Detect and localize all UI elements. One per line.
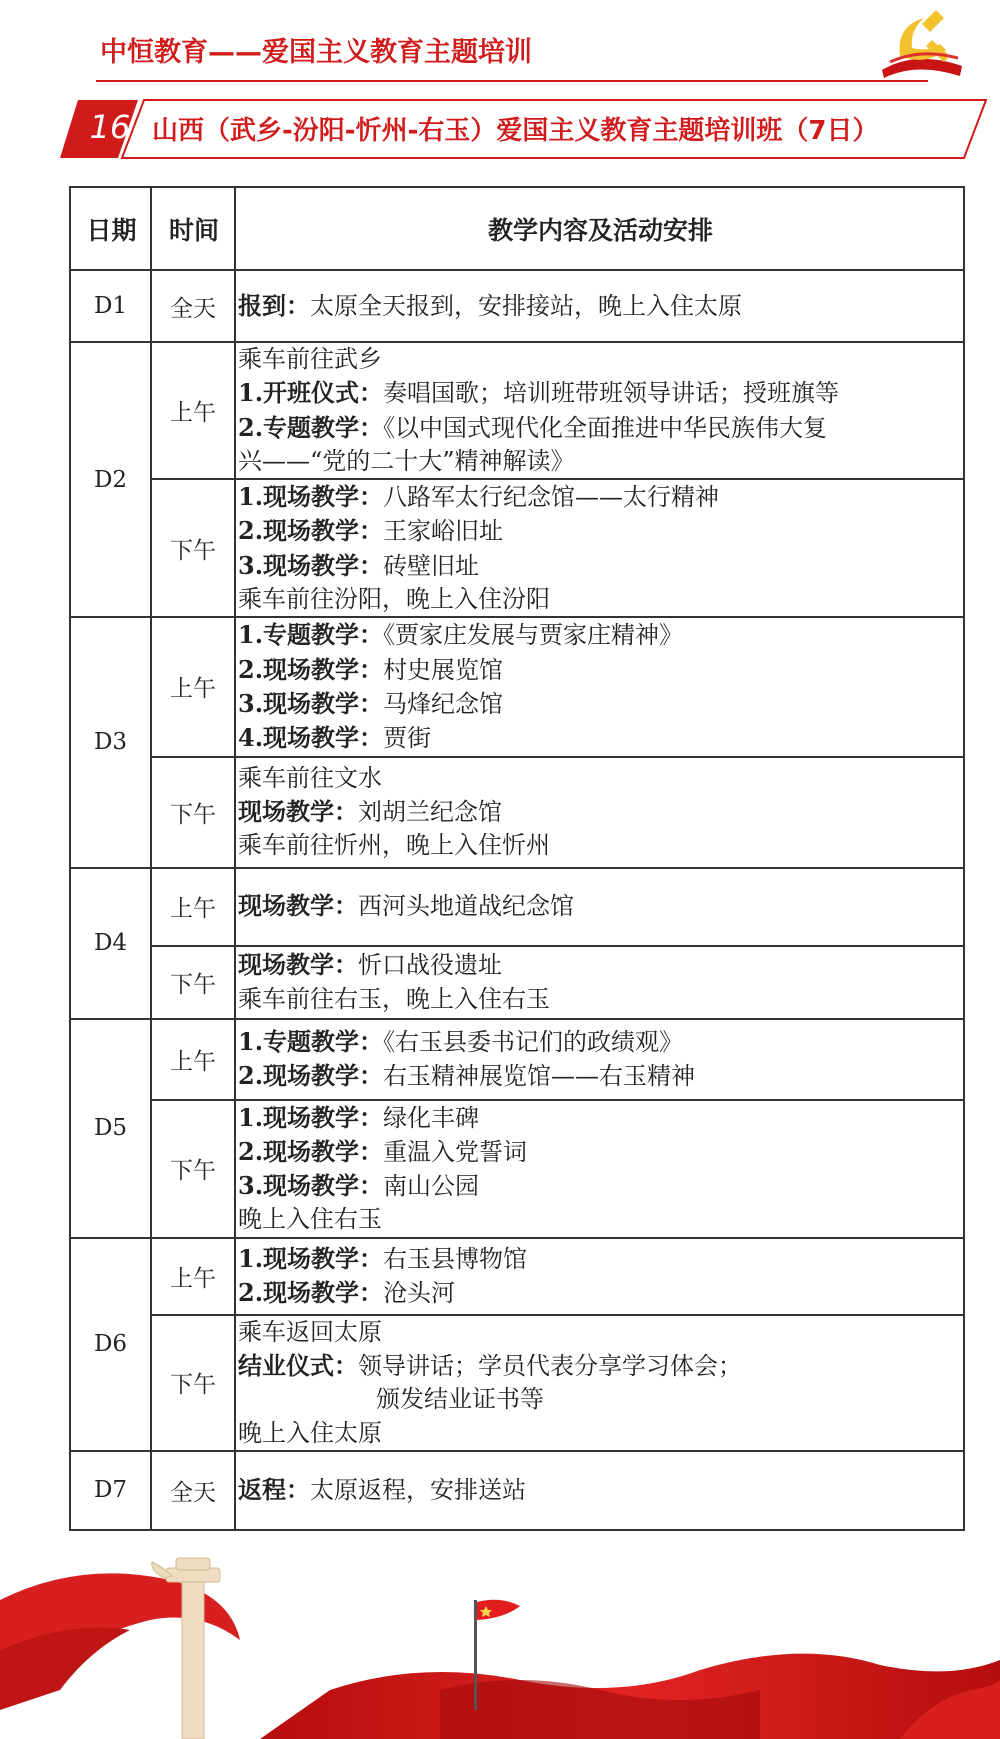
time-cell: 上午	[151, 617, 235, 756]
table-row	[70, 479, 964, 617]
header-date: 日期	[70, 187, 151, 270]
course-title: 山西（武乡-汾阳-忻州-右玉）爱国主义教育主题培训班（7日）	[152, 116, 879, 146]
content-line: 4.现场教学：贾街	[238, 723, 432, 753]
content-line: 报到：太原全天报到，安排接站，晚上入住太原	[238, 290, 742, 320]
content-line: 颁发结业证书等	[376, 1385, 544, 1414]
content-cell	[235, 342, 964, 479]
content-cell	[235, 1100, 964, 1238]
content-line: 结业仪式：领导讲话；学员代表分享学习体会；	[238, 1351, 742, 1381]
table-row	[70, 617, 964, 756]
course-number: 16	[89, 108, 131, 146]
party-emblem-icon	[876, 4, 966, 80]
day-cell: D2	[70, 342, 151, 617]
time-cell: 全天	[151, 270, 235, 342]
time-cell: 下午	[151, 1315, 235, 1451]
day-cell: D3	[70, 617, 151, 867]
content-line: 1.专题教学：《贾家庄发展与贾家庄精神》	[238, 620, 684, 650]
content-cell	[235, 1451, 964, 1530]
time-cell: 全天	[151, 1451, 235, 1530]
brand-title: 中恒教育——爱国主义教育主题培训	[100, 37, 532, 68]
content-cell	[235, 946, 964, 1019]
content-line: 2.现场教学：重温入党誓词	[238, 1136, 528, 1166]
content-line: 2.现场教学：王家峪旧址	[238, 516, 504, 546]
content-line: 1.现场教学：右玉县博物馆	[238, 1243, 528, 1273]
content-cell	[235, 1019, 964, 1100]
content-line: 返程：太原返程，安排送站	[238, 1475, 526, 1505]
time-cell: 上午	[151, 1019, 235, 1100]
table-header-row	[70, 187, 964, 270]
content-line: 兴——“党的二十大”精神解读》	[238, 446, 575, 475]
content-line: 3.现场教学：南山公园	[238, 1171, 480, 1201]
table-row	[70, 1238, 964, 1315]
content-line: 1.现场教学：八路军太行纪念馆——太行精神	[238, 482, 720, 512]
content-line: 乘车前往忻州，晚上入住忻州	[238, 831, 550, 860]
content-line: 3.现场教学：马烽纪念馆	[238, 688, 504, 718]
time-cell: 下午	[151, 757, 235, 868]
content-line: 1.开班仪式：奏唱国歌；培训班带班领导讲话；授班旗等	[238, 378, 840, 408]
content-line: 晚上入住太原	[238, 1418, 382, 1447]
table-row	[70, 757, 964, 868]
content-line: 2.现场教学：村史展览馆	[238, 654, 504, 684]
schedule-table	[69, 186, 965, 1531]
content-line: 2.现场教学：右玉精神展览馆——右玉精神	[238, 1061, 696, 1091]
time-cell: 上午	[151, 342, 235, 479]
content-line: 现场教学：西河头地道战纪念馆	[238, 891, 574, 921]
content-cell	[235, 1238, 964, 1315]
table-row	[70, 342, 964, 479]
content-line: 乘车前往文水	[238, 763, 382, 792]
content-line: 晚上入住右玉	[238, 1205, 382, 1234]
table-row	[70, 1100, 964, 1238]
time-cell: 下午	[151, 1100, 235, 1238]
table-row	[70, 1019, 964, 1100]
content-cell	[235, 757, 964, 868]
content-line: 乘车前往右玉，晚上入住右玉	[238, 984, 550, 1013]
content-line: 乘车前往武乡	[238, 345, 382, 373]
content-line: 3.现场教学：砖壁旧址	[238, 550, 480, 580]
content-cell	[235, 617, 964, 756]
content-line: 乘车返回太原	[238, 1317, 382, 1346]
table-row	[70, 1315, 964, 1451]
table-row	[70, 946, 964, 1019]
content-line: 2.专题教学：《以中国式现代化全面推进中华民族伟大复	[238, 412, 828, 442]
table-row	[70, 270, 964, 342]
content-cell	[235, 270, 964, 342]
content-line: 乘车前往汾阳，晚上入住汾阳	[238, 585, 550, 614]
content-cell	[235, 868, 964, 946]
footer-decoration	[0, 1540, 1000, 1739]
day-cell: D7	[70, 1451, 151, 1530]
content-cell	[235, 1315, 964, 1451]
time-cell: 下午	[151, 946, 235, 1019]
content-line: 现场教学：忻口战役遗址	[238, 950, 502, 980]
day-cell: D4	[70, 868, 151, 1019]
time-cell: 上午	[151, 1238, 235, 1315]
time-cell: 上午	[151, 868, 235, 946]
day-cell: D1	[70, 270, 151, 342]
content-line: 1.现场教学：绿化丰碑	[238, 1102, 480, 1132]
day-cell: D6	[70, 1238, 151, 1451]
header-time: 时间	[151, 187, 235, 270]
time-cell: 下午	[151, 479, 235, 617]
content-cell	[235, 479, 964, 617]
content-line: 2.现场教学：沧头河	[238, 1278, 456, 1308]
table-row	[70, 1451, 964, 1530]
content-line: 现场教学：刘胡兰纪念馆	[238, 796, 502, 826]
table-row	[70, 868, 964, 946]
content-line: 1.专题教学：《右玉县委书记们的政绩观》	[238, 1026, 684, 1056]
header-content: 教学内容及活动安排	[235, 187, 964, 270]
day-cell: D5	[70, 1019, 151, 1238]
header-divider	[96, 80, 928, 82]
